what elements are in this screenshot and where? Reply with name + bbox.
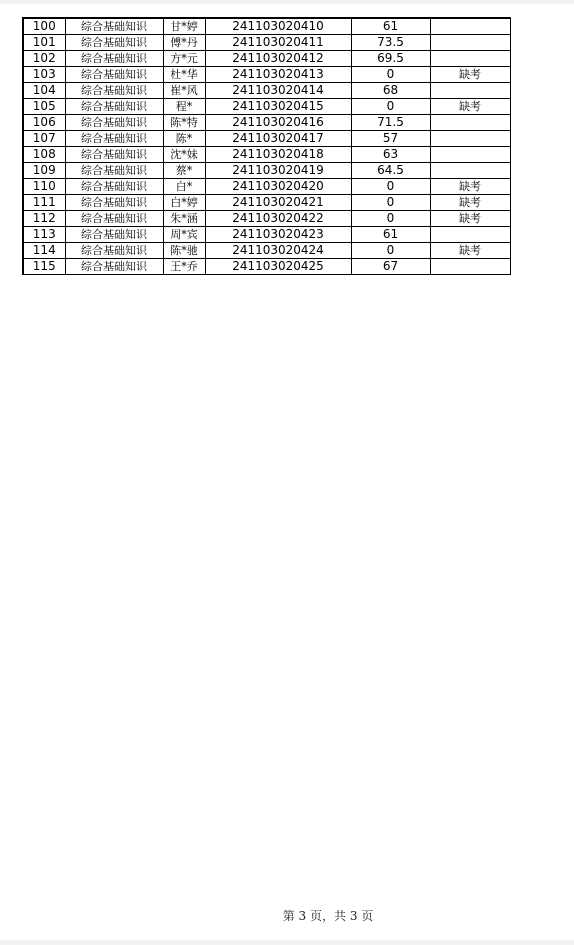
exam-id-cell: 241103020411 xyxy=(205,35,351,51)
table-row xyxy=(23,211,510,227)
exam-id-cell: 241103020413 xyxy=(205,67,351,83)
subject-cell: 综合基础知识 xyxy=(65,67,163,83)
seq-cell: 110 xyxy=(23,179,65,195)
score-cell: 0 xyxy=(351,211,430,227)
score-cell: 63 xyxy=(351,147,430,163)
score-cell: 61 xyxy=(351,18,430,35)
exam-id-cell: 241103020420 xyxy=(205,179,351,195)
name-cell: 陈*驰 xyxy=(163,243,205,259)
table-row xyxy=(23,195,510,211)
subject-cell: 综合基础知识 xyxy=(65,259,163,275)
seq-cell: 115 xyxy=(23,259,65,275)
note-cell xyxy=(430,35,510,51)
table-row xyxy=(23,163,510,179)
subject-cell: 综合基础知识 xyxy=(65,83,163,99)
subject-cell: 综合基础知识 xyxy=(65,99,163,115)
name-cell: 陈* xyxy=(163,131,205,147)
page-footer: 第 3 页，共 3 页 xyxy=(282,909,374,923)
subject-cell: 综合基础知识 xyxy=(65,131,163,147)
note-cell xyxy=(430,115,510,131)
exam-id-cell: 241103020425 xyxy=(205,259,351,275)
exam-id-cell: 241103020417 xyxy=(205,131,351,147)
table-row xyxy=(23,115,510,131)
note-cell: 缺考 xyxy=(430,243,510,259)
note-cell: 缺考 xyxy=(430,211,510,227)
exam-id-cell: 241103020419 xyxy=(205,163,351,179)
name-cell: 方*元 xyxy=(163,51,205,67)
seq-cell: 103 xyxy=(23,67,65,83)
page-bottom-edge xyxy=(0,940,574,945)
name-cell: 蔡* xyxy=(163,163,205,179)
seq-cell: 114 xyxy=(23,243,65,259)
note-cell xyxy=(430,51,510,67)
note-cell xyxy=(430,163,510,179)
subject-cell: 综合基础知识 xyxy=(65,243,163,259)
exam-id-cell: 241103020415 xyxy=(205,99,351,115)
name-cell: 程* xyxy=(163,99,205,115)
subject-cell: 综合基础知识 xyxy=(65,51,163,67)
name-cell: 王*乔 xyxy=(163,259,205,275)
name-cell: 朱*涵 xyxy=(163,211,205,227)
table-row xyxy=(23,259,510,275)
exam-id-cell: 241103020418 xyxy=(205,147,351,163)
score-cell: 0 xyxy=(351,195,430,211)
note-cell xyxy=(430,227,510,243)
seq-cell: 113 xyxy=(23,227,65,243)
score-cell: 69.5 xyxy=(351,51,430,67)
name-cell: 白* xyxy=(163,179,205,195)
subject-cell: 综合基础知识 xyxy=(65,179,163,195)
seq-cell: 106 xyxy=(23,115,65,131)
score-cell: 0 xyxy=(351,243,430,259)
subject-cell: 综合基础知识 xyxy=(65,195,163,211)
table-row xyxy=(23,67,510,83)
exam-id-cell: 241103020421 xyxy=(205,195,351,211)
table-row xyxy=(23,51,510,67)
name-cell: 崔*风 xyxy=(163,83,205,99)
seq-cell: 112 xyxy=(23,211,65,227)
table-row xyxy=(23,99,510,115)
exam-id-cell: 241103020424 xyxy=(205,243,351,259)
exam-id-cell: 241103020416 xyxy=(205,115,351,131)
table-row xyxy=(23,35,510,51)
score-cell: 73.5 xyxy=(351,35,430,51)
table-row xyxy=(23,18,510,35)
table-row xyxy=(23,179,510,195)
note-cell: 缺考 xyxy=(430,67,510,83)
note-cell xyxy=(430,259,510,275)
name-cell: 沈*妹 xyxy=(163,147,205,163)
score-cell: 0 xyxy=(351,179,430,195)
table-row xyxy=(23,147,510,163)
score-cell: 61 xyxy=(351,227,430,243)
seq-cell: 104 xyxy=(23,83,65,99)
seq-cell: 108 xyxy=(23,147,65,163)
table-row xyxy=(23,131,510,147)
seq-cell: 100 xyxy=(23,18,65,35)
table-row xyxy=(23,83,510,99)
score-cell: 67 xyxy=(351,259,430,275)
table-row xyxy=(23,227,510,243)
name-cell: 甘*婷 xyxy=(163,18,205,35)
score-cell: 57 xyxy=(351,131,430,147)
seq-cell: 101 xyxy=(23,35,65,51)
score-cell: 71.5 xyxy=(351,115,430,131)
subject-cell: 综合基础知识 xyxy=(65,163,163,179)
table-row xyxy=(23,243,510,259)
note-cell xyxy=(430,18,510,35)
score-cell: 68 xyxy=(351,83,430,99)
exam-id-cell: 241103020412 xyxy=(205,51,351,67)
score-cell: 64.5 xyxy=(351,163,430,179)
subject-cell: 综合基础知识 xyxy=(65,35,163,51)
exam-id-cell: 241103020423 xyxy=(205,227,351,243)
seq-cell: 109 xyxy=(23,163,65,179)
seq-cell: 102 xyxy=(23,51,65,67)
score-cell: 0 xyxy=(351,99,430,115)
exam-id-cell: 241103020422 xyxy=(205,211,351,227)
note-cell xyxy=(430,147,510,163)
name-cell: 傅*丹 xyxy=(163,35,205,51)
seq-cell: 107 xyxy=(23,131,65,147)
name-cell: 白*婷 xyxy=(163,195,205,211)
note-cell: 缺考 xyxy=(430,99,510,115)
score-cell: 0 xyxy=(351,67,430,83)
note-cell: 缺考 xyxy=(430,195,510,211)
note-cell: 缺考 xyxy=(430,179,510,195)
score-table-body xyxy=(23,18,510,275)
subject-cell: 综合基础知识 xyxy=(65,115,163,131)
subject-cell: 综合基础知识 xyxy=(65,211,163,227)
page-top-edge xyxy=(0,0,574,4)
note-cell xyxy=(430,131,510,147)
subject-cell: 综合基础知识 xyxy=(65,18,163,35)
name-cell: 周*宾 xyxy=(163,227,205,243)
name-cell: 杜*华 xyxy=(163,67,205,83)
note-cell xyxy=(430,83,510,99)
score-table xyxy=(22,17,511,275)
subject-cell: 综合基础知识 xyxy=(65,147,163,163)
seq-cell: 105 xyxy=(23,99,65,115)
exam-id-cell: 241103020414 xyxy=(205,83,351,99)
name-cell: 陈*特 xyxy=(163,115,205,131)
subject-cell: 综合基础知识 xyxy=(65,227,163,243)
seq-cell: 111 xyxy=(23,195,65,211)
exam-id-cell: 241103020410 xyxy=(205,18,351,35)
